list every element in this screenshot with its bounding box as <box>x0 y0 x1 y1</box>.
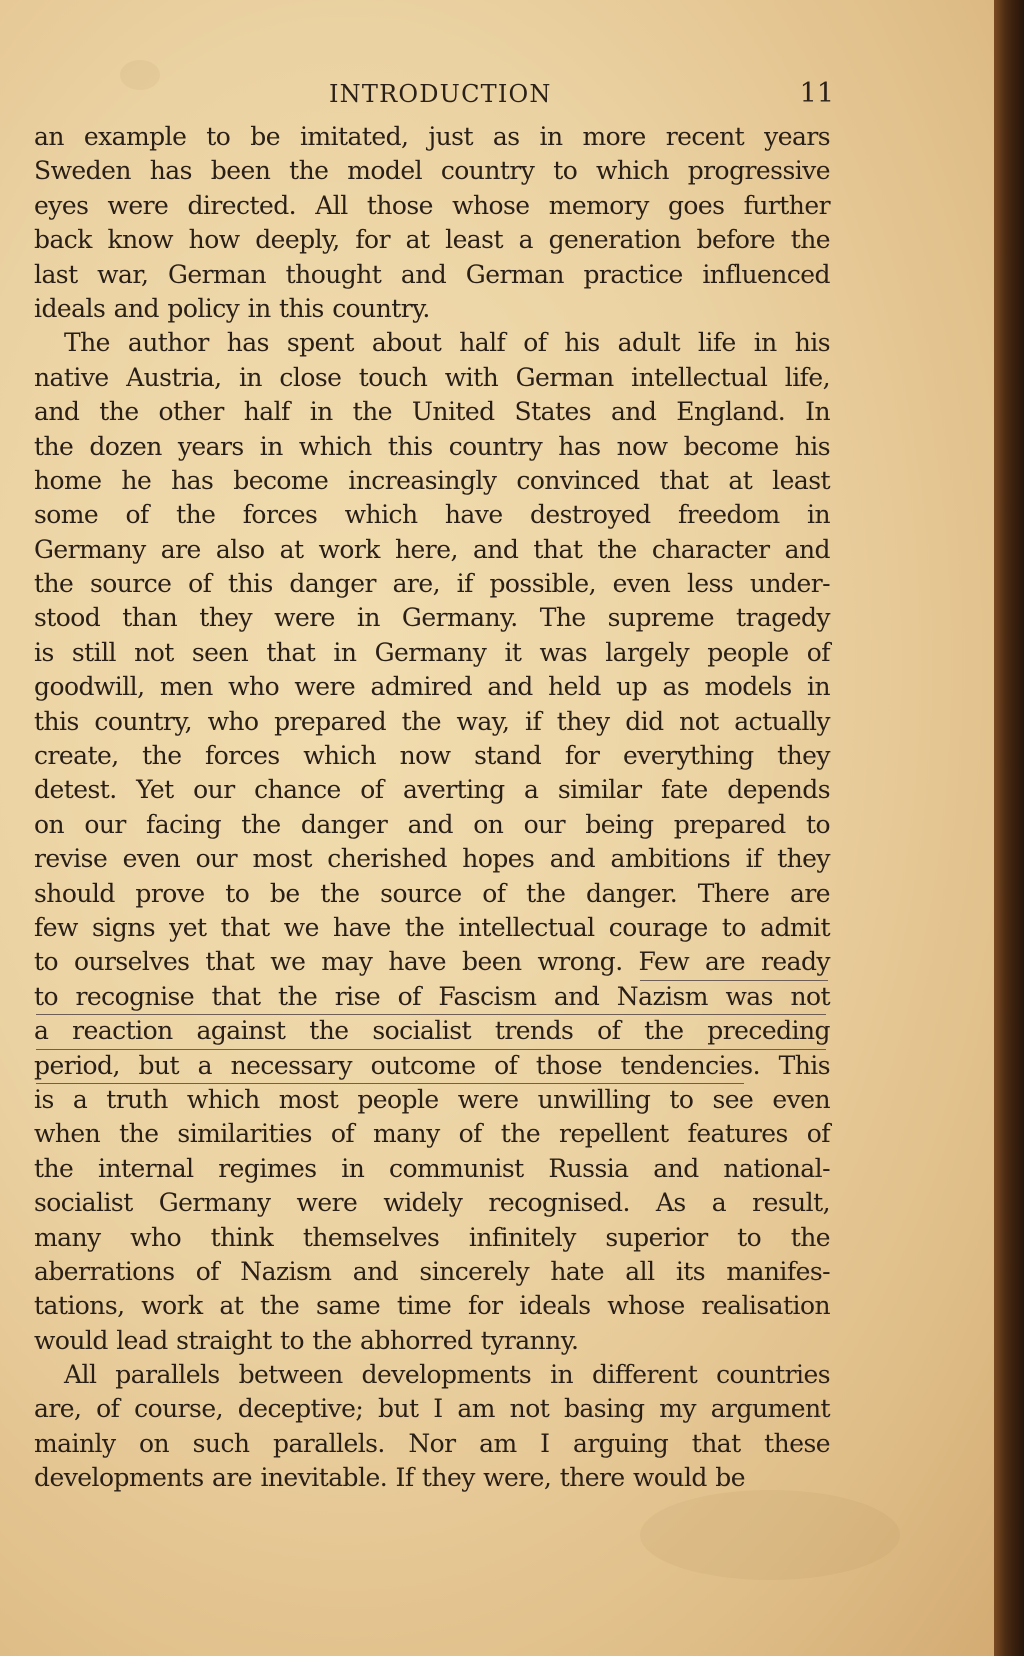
text-line: goodwill, men who were admired and held up as models in <box>34 672 830 702</box>
text-line: on our facing the danger and on our being prepared to <box>34 809 830 839</box>
text-line: are, of course, deceptive; but I am not basing my argument <box>34 1394 830 1424</box>
page-number: 11 <box>799 78 834 109</box>
text-line: aberrations of Nazism and sincerely hate all its manifes- <box>34 1256 830 1286</box>
text-line: native Austria, in close touch with German intellectual life, <box>34 362 830 392</box>
text-line: should prove to be the source of the danger. There are <box>34 878 830 908</box>
text-line: is a truth which most people were unwilling to see even <box>34 1084 830 1114</box>
text-line: revise even our most cherished hopes and ambitions if they <box>34 844 830 874</box>
text-line: to recognise that the rise of Fascism and Nazism was not <box>34 981 830 1011</box>
text-line: socialist Germany were widely recognised. As a result, <box>34 1188 830 1218</box>
text-line: a reaction against the socialist trends of the preceding <box>34 1016 830 1046</box>
text-line: period, but a necessary outcome of those tendencies. This <box>34 1050 830 1080</box>
text-line: developments are inevitable. If they were, there would be <box>34 1463 745 1493</box>
text-line: eyes were directed. All those whose memory goes further <box>34 190 830 220</box>
text-line: the dozen years in which this country has now become his <box>34 431 830 461</box>
text-line: home he has become increasingly convinced that at least <box>34 465 830 495</box>
text-line: stood than they were in Germany. The supreme tragedy <box>34 603 830 633</box>
paragraph <box>34 120 830 326</box>
text-line: The author has spent about half of his adult life in his <box>64 328 830 358</box>
text-line: to ourselves that we may have been wrong. Few are ready <box>34 947 830 977</box>
text-line: back know how deeply, for at least a generation before the <box>34 225 830 255</box>
text-line: and the other half in the United States and England. In <box>34 397 830 427</box>
text-line: would lead straight to the abhorred tyranny. <box>34 1325 579 1355</box>
text-line: the source of this danger are, if possible, even less under- <box>34 569 830 599</box>
pencil-underline <box>36 1014 826 1015</box>
text-line: few signs yet that we have the intellectual courage to admit <box>34 912 830 942</box>
text-line: when the similarities of many of the repellent features of <box>34 1119 830 1149</box>
text-line: the internal regimes in communist Russia and national- <box>34 1153 830 1183</box>
paragraph <box>34 326 830 1358</box>
body-text <box>34 120 830 1496</box>
text-line: detest. Yet our chance of averting a similar fate depends <box>34 775 830 805</box>
text-line: tations, work at the same time for ideals whose realisation <box>34 1291 830 1321</box>
page-header <box>34 80 834 120</box>
text-line: many who think themselves infinitely superior to the <box>34 1222 830 1252</box>
text-line: create, the forces which now stand for everything they <box>34 741 830 771</box>
paragraph <box>34 1358 830 1496</box>
pencil-underline <box>36 1049 826 1050</box>
book-spine <box>994 0 1024 1656</box>
text-line: last war, German thought and German practice influenced <box>34 259 830 289</box>
pencil-underline <box>36 1083 744 1084</box>
pencil-underline <box>640 980 828 981</box>
text-line: is still not seen that in Germany it was largely people of <box>34 637 830 667</box>
text-line: an example to be imitated, just as in more recent years <box>34 122 830 151</box>
text-line: this country, who prepared the way, if they did not actually <box>34 706 830 736</box>
text-line: mainly on such parallels. Nor am I arguing that these <box>34 1428 830 1458</box>
running-head: INTRODUCTION <box>329 80 552 108</box>
text-line: ideals and policy in this country. <box>34 293 430 323</box>
text-line: some of the forces which have destroyed freedom in <box>34 500 830 530</box>
text-line: All parallels between developments in different countries <box>64 1360 830 1390</box>
paper-stain <box>640 1490 900 1580</box>
text-line: Sweden has been the model country to which progressive <box>34 156 830 186</box>
text-line: Germany are also at work here, and that the character and <box>34 534 830 564</box>
